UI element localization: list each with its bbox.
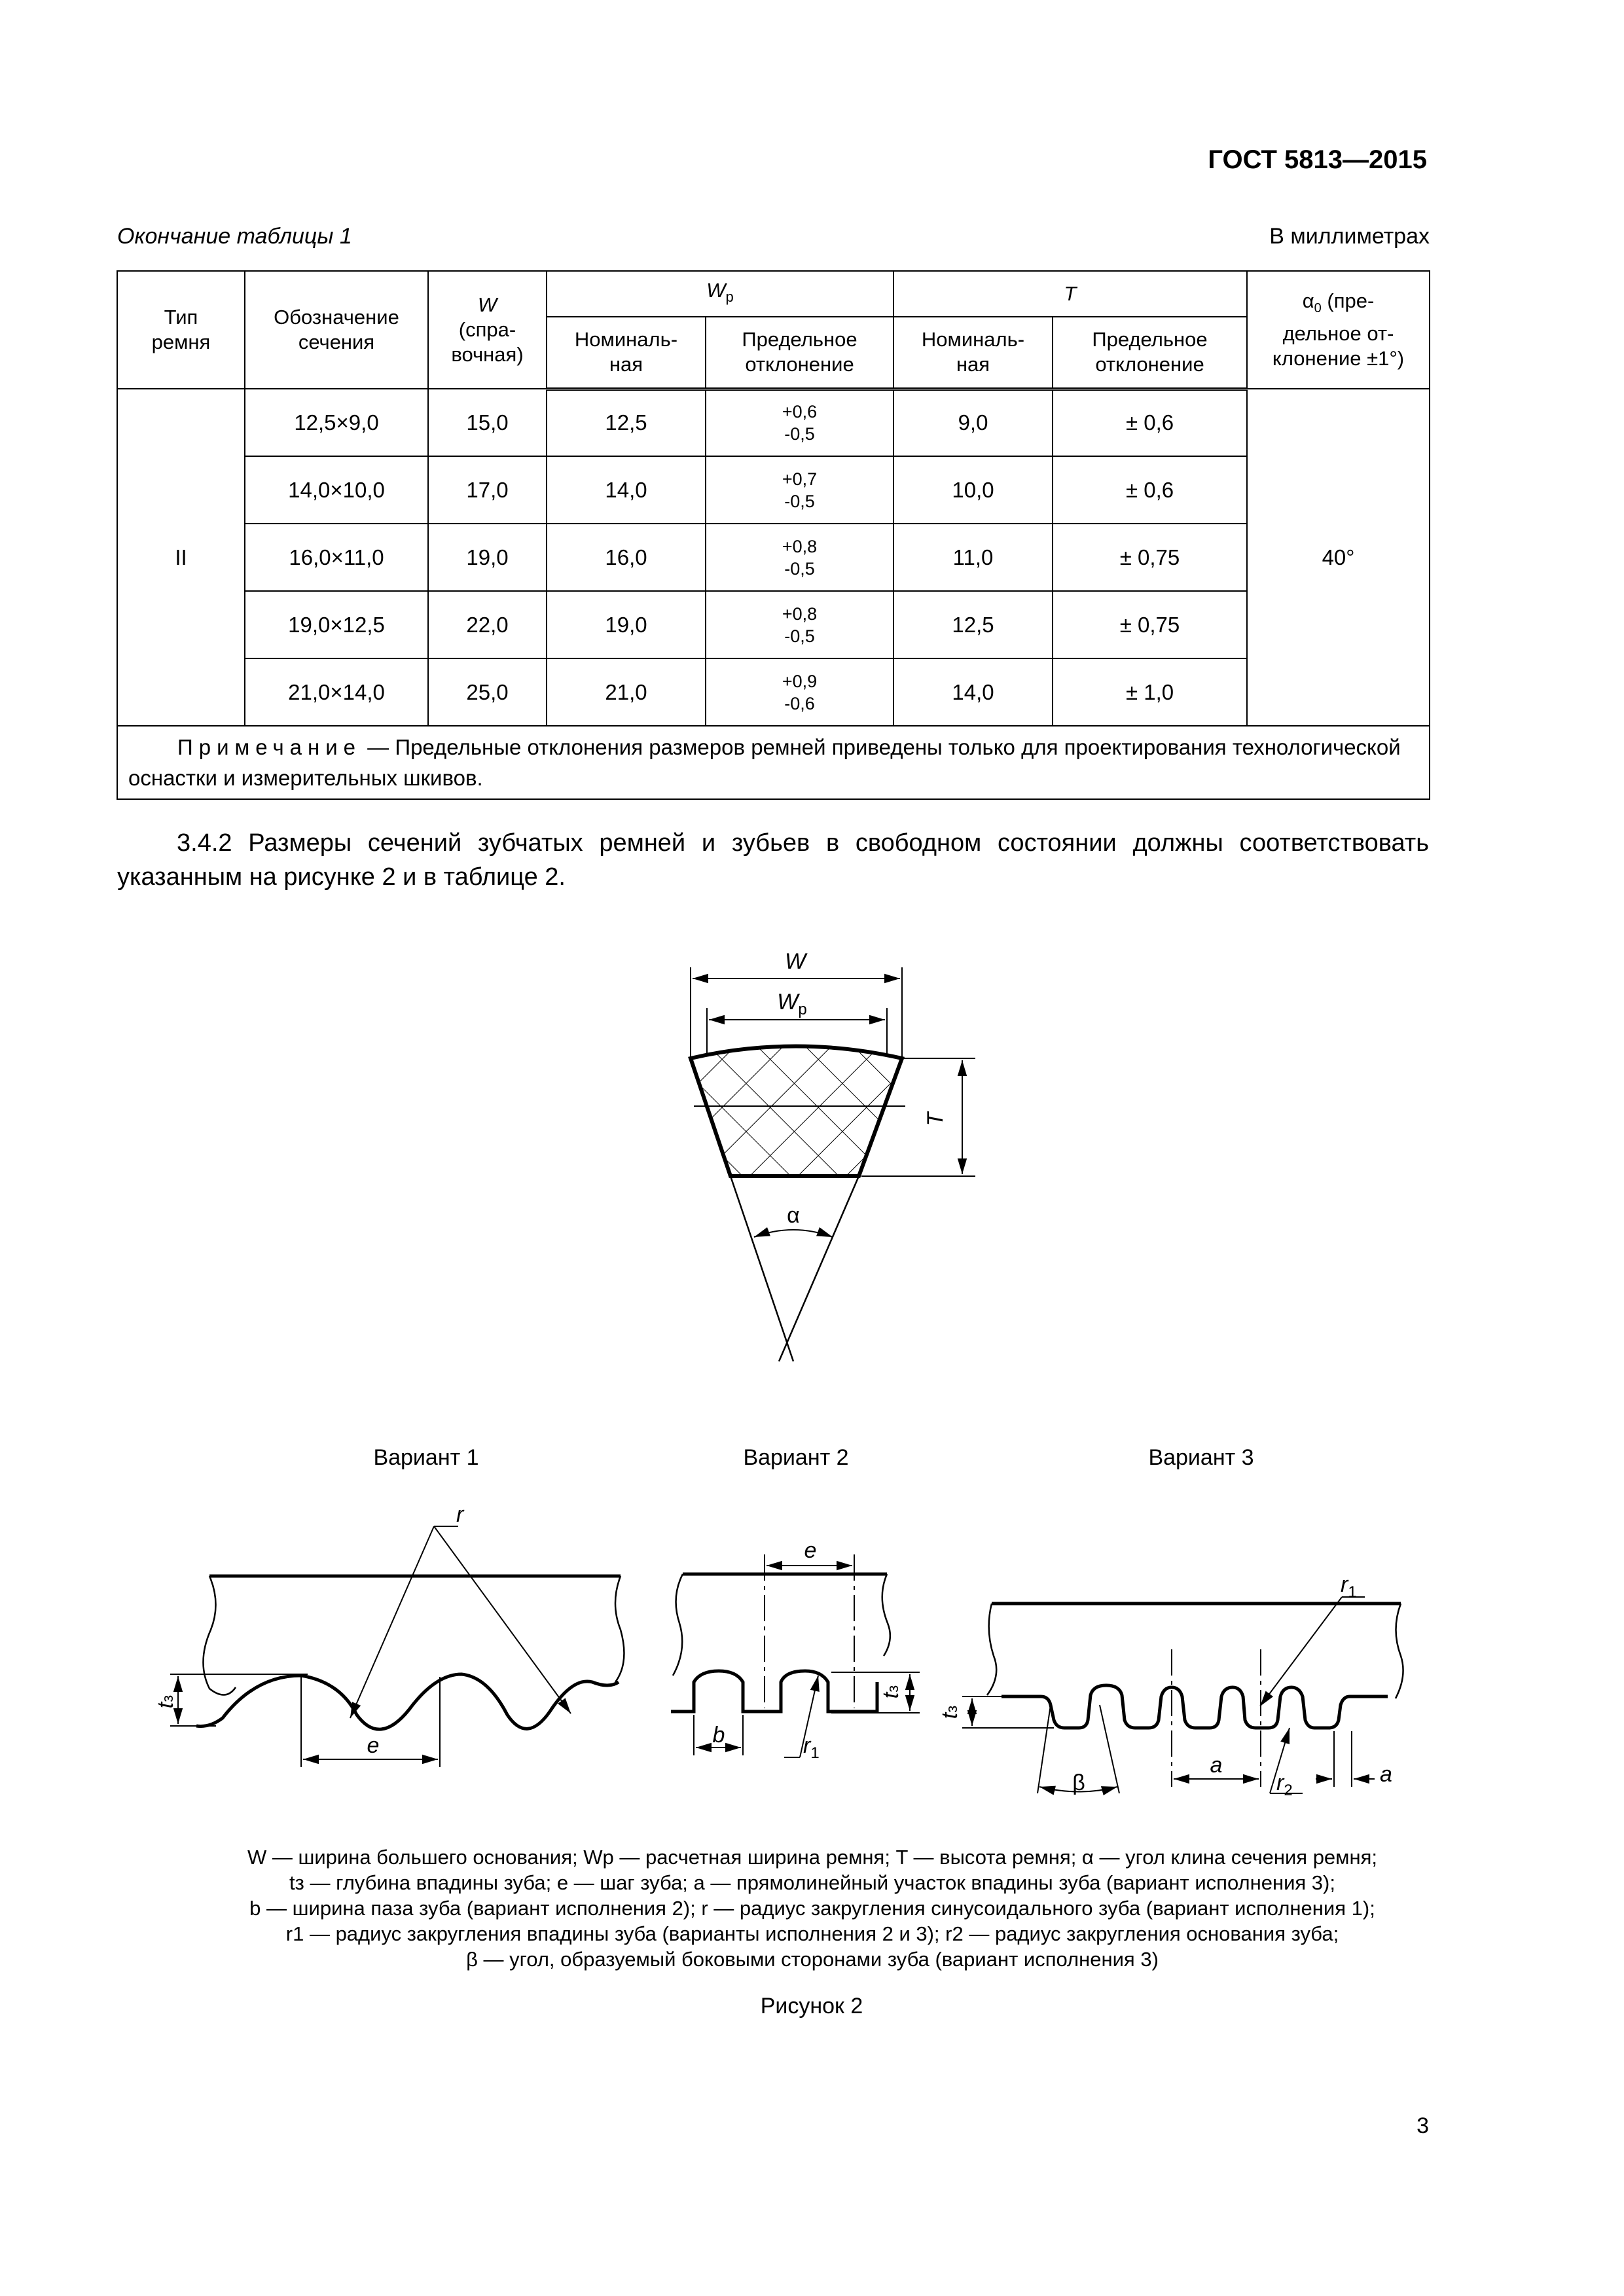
t-cell: 11,0 <box>893 524 1053 591</box>
w-cell: 25,0 <box>428 658 547 726</box>
table-units: В миллиметрах <box>1269 224 1430 249</box>
t-deviation-cell: ± 0,75 <box>1053 524 1247 591</box>
header-designation: Обозначение сечения <box>245 271 428 389</box>
label-r1-v2: $r_1$ <box>803 1733 820 1762</box>
header-w: W (спра- вочная) <box>428 271 547 389</box>
wp-cell: 14,0 <box>547 456 706 524</box>
header-t: T <box>893 271 1247 317</box>
t-cell: 10,0 <box>893 456 1053 524</box>
v-belt-section <box>691 967 975 1361</box>
header-alpha: $\alpha_0$ (пре- дельное от- клонение ±1°) <box>1247 271 1430 389</box>
header-t-nominal: Номиналь- ная <box>893 317 1053 389</box>
label-b: b <box>712 1723 725 1748</box>
label-t: T <box>923 1112 948 1126</box>
header-wp-deviation: Предельное отклонение <box>706 317 893 389</box>
label-t3-v1: tз <box>153 1695 178 1709</box>
legend-line: W — ширина большего основания; Wр — расчетная ширина ремня; T — высота ремня; α — угол клина сечения ремня; <box>247 1846 1378 1869</box>
figure-legend <box>131 1844 1494 1972</box>
label-r1-v3: $r_1$ <box>1341 1572 1357 1601</box>
label-a-v3-pitch: a <box>1210 1753 1223 1778</box>
legend-line: r1 — радиус закругления впадины зуба (варианты исполнения 2 и 3); r2 — радиус закругления основания зуба; <box>285 1922 1339 1945</box>
w-cell: 17,0 <box>428 456 547 524</box>
wp-cell: 19,0 <box>547 591 706 658</box>
w-cell: 22,0 <box>428 591 547 658</box>
standard-code: ГОСТ 5813—2015 <box>1208 145 1427 174</box>
wp-deviation-cell: +0,7 -0,5 <box>706 456 893 524</box>
t-deviation-cell: ± 0,75 <box>1053 591 1247 658</box>
t-deviation-cell: ± 0,6 <box>1053 389 1247 456</box>
variant-2-label: Вариант 2 <box>743 1445 849 1470</box>
t-deviation-cell: ± 0,6 <box>1053 456 1247 524</box>
header-t-deviation: Предельное отклонение <box>1053 317 1247 389</box>
wp-deviation-cell: +0,8 -0,5 <box>706 524 893 591</box>
note-label: Примечание <box>177 735 362 759</box>
wp-cell: 16,0 <box>547 524 706 591</box>
label-r: r <box>456 1502 464 1527</box>
wp-deviation-cell: +0,8 -0,5 <box>706 591 893 658</box>
designation-cell: 19,0×12,5 <box>245 591 428 658</box>
wp-deviation-cell: +0,9 -0,6 <box>706 658 893 726</box>
t-cell: 12,5 <box>893 591 1053 658</box>
variant-3-drawing <box>962 1597 1403 1793</box>
label-e-v1: e <box>367 1733 380 1758</box>
label-beta: β <box>1072 1770 1085 1795</box>
w-cell: 19,0 <box>428 524 547 591</box>
label-a-v3: a <box>1380 1762 1392 1787</box>
legend-line: β — угол, образуемый боковыми сторонами зуба (вариант исполнения 3) <box>466 1948 1159 1971</box>
page-number: 3 <box>1416 2113 1429 2138</box>
variant-1-drawing <box>170 1526 624 1767</box>
paragraph-3-4-2: 3.4.2 Размеры сечений зубчатых ремней и зубьев в свободном состоянии должны соответствовать указанным на рисунке 2 и в таблице 2. <box>117 829 1429 891</box>
wp-cell: 12,5 <box>547 389 706 456</box>
label-r2: $r_2$ <box>1276 1770 1293 1799</box>
header-wp: $W_р$ <box>547 271 893 317</box>
label-w: W <box>784 949 806 974</box>
legend-line: b — ширина паза зуба (вариант исполнения 2); r — радиус закругления синусоидального зуба (вариант исполнения 1); <box>249 1897 1375 1920</box>
variant-3-label: Вариант 3 <box>1148 1445 1254 1470</box>
t-cell: 14,0 <box>893 658 1053 726</box>
designation-cell: 16,0×11,0 <box>245 524 428 591</box>
t-deviation-cell: ± 1,0 <box>1053 658 1247 726</box>
note-text: — Предельные отклонения размеров ремней приведены только для проектирования технологической оснастки и измерительных шкивов. <box>128 735 1401 790</box>
table-continuation-label: Окончание таблицы 1 <box>117 224 352 249</box>
wp-deviation-cell: +0,6 -0,5 <box>706 389 893 456</box>
t-cell: 9,0 <box>893 389 1053 456</box>
variant-1-label: Вариант 1 <box>373 1445 479 1470</box>
label-t3-v3: tз <box>937 1705 962 1719</box>
figure-caption: Рисунок 2 <box>760 1994 863 2018</box>
designation-cell: 21,0×14,0 <box>245 658 428 726</box>
designation-cell: 14,0×10,0 <box>245 456 428 524</box>
belt-type-cell: II <box>117 389 245 726</box>
header-wp-nominal: Номиналь- ная <box>547 317 706 389</box>
angle-cell: 40° <box>1247 389 1430 726</box>
label-alpha: α <box>787 1203 800 1228</box>
w-cell: 15,0 <box>428 389 547 456</box>
label-wp: $W_р$ <box>777 990 807 1018</box>
label-t3-v2: tз <box>878 1685 903 1699</box>
legend-line: tз — глубина впадины зуба; e — шаг зуба; a — прямолинейный участок впадины зуба (вариант исполнения 3); <box>289 1871 1335 1894</box>
header-belt-type: Тип ремня <box>117 271 245 389</box>
designation-cell: 12,5×9,0 <box>245 389 428 456</box>
wp-cell: 21,0 <box>547 658 706 726</box>
variant-2-drawing <box>671 1554 920 1757</box>
label-e-v2: e <box>804 1538 817 1563</box>
